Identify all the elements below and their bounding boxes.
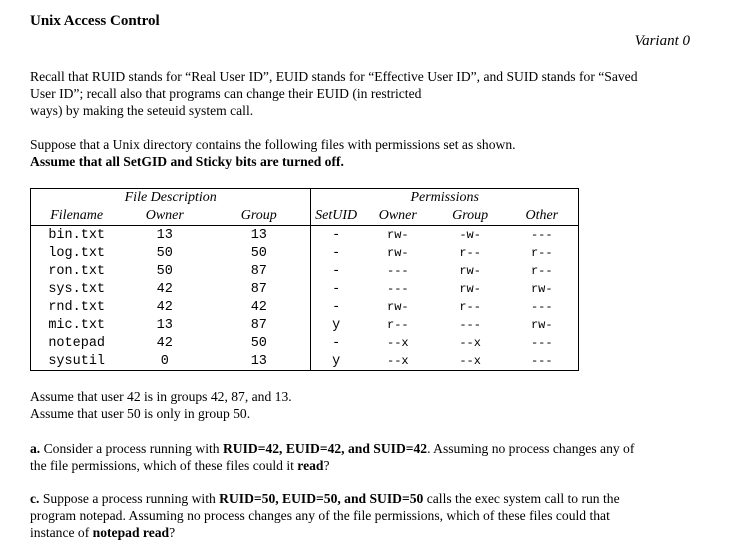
cell-setuid: y bbox=[311, 352, 361, 371]
cell-setuid: - bbox=[332, 227, 341, 243]
question-c-text-2: calls the exec system call to run the bbox=[423, 491, 620, 506]
question-c-text-1: Suppose a process running with bbox=[42, 491, 220, 506]
cell-perm-other: rw- bbox=[506, 280, 579, 298]
intro-line-3: ways) by making the seteuid system call. bbox=[30, 103, 254, 118]
table-row bbox=[31, 226, 579, 245]
question-c-label: c. bbox=[30, 491, 40, 506]
col-header-owner: Owner bbox=[122, 207, 207, 226]
cell-group: 50 bbox=[207, 334, 311, 352]
cell-filename: rnd.txt bbox=[31, 298, 123, 316]
cell-setuid: - bbox=[332, 335, 341, 351]
cell-perm-owner: --x bbox=[387, 336, 409, 350]
question-a-text-3: the file permissions, which of these files could it bbox=[30, 458, 298, 473]
question-c-line-3 bbox=[30, 524, 175, 541]
cell-filename: sysutil bbox=[31, 352, 123, 371]
cell-perm-group: rw- bbox=[459, 264, 481, 278]
cell-perm-other: --- bbox=[506, 298, 579, 316]
cell-perm-owner: --- bbox=[387, 264, 409, 278]
assumption-user-50: Assume that user 50 is only in group 50. bbox=[30, 406, 251, 421]
intro-line-1: Recall that RUID stands for “Real User ID”, EUID stands for “Effective User ID”, and SUID stands for “Saved bbox=[30, 69, 638, 84]
cell-perm-other: r-- bbox=[506, 262, 579, 280]
cell-owner: 13 bbox=[156, 227, 173, 243]
cell-filename: notepad bbox=[31, 334, 123, 352]
cell-perm-owner: rw- bbox=[387, 246, 409, 260]
cell-perm-other: r-- bbox=[506, 244, 579, 262]
page-title: Unix Access Control bbox=[30, 13, 160, 29]
assumption-user-42: Assume that user 42 is in groups 42, 87, and 13. bbox=[30, 389, 292, 404]
cell-perm-group: -w- bbox=[459, 228, 481, 242]
cell-perm-owner: rw- bbox=[387, 300, 409, 314]
col-header-filename: Filename bbox=[31, 207, 123, 226]
question-c-text-4: ? bbox=[169, 525, 176, 540]
cell-owner: 50 bbox=[156, 263, 173, 279]
cell-filename: sys.txt bbox=[31, 280, 123, 298]
question-c-line-1 bbox=[30, 490, 620, 507]
cell-owner: 50 bbox=[156, 245, 173, 261]
cell-perm-owner: --- bbox=[387, 282, 409, 296]
cell-group: 87 bbox=[207, 262, 311, 280]
question-a-text-2: . Assuming no process changes any of bbox=[427, 441, 635, 456]
col-header-perm-other: Other bbox=[506, 207, 579, 226]
cell-perm-group: rw- bbox=[459, 282, 481, 296]
cell-setuid: y bbox=[332, 317, 341, 333]
cell-filename: bin.txt bbox=[31, 226, 123, 245]
question-a-read: read bbox=[297, 458, 324, 473]
cell-perm-other: --- bbox=[506, 334, 579, 352]
file-description-header: File Description bbox=[31, 189, 311, 208]
question-a-line-1 bbox=[30, 440, 634, 457]
table-column-header-row bbox=[31, 207, 579, 226]
cell-setuid: - bbox=[332, 299, 341, 315]
table-row bbox=[31, 298, 579, 316]
table-row bbox=[31, 352, 579, 371]
table-row bbox=[31, 316, 579, 334]
cell-owner: 42 bbox=[156, 299, 173, 315]
cell-perm-owner: --x bbox=[361, 352, 435, 371]
intro-line-2: User ID”; recall also that programs can change their EUID (in restricted bbox=[30, 86, 422, 101]
cell-perm-other: --- bbox=[506, 352, 579, 371]
cell-setuid: - bbox=[332, 263, 341, 279]
permissions-header: Permissions bbox=[311, 189, 579, 208]
col-header-group: Group bbox=[207, 207, 311, 226]
cell-owner: 0 bbox=[122, 352, 207, 371]
cell-filename: mic.txt bbox=[31, 316, 123, 334]
cell-perm-group: --- bbox=[459, 318, 481, 332]
col-header-perm-group: Group bbox=[435, 207, 506, 226]
cell-filename: ron.txt bbox=[31, 262, 123, 280]
cell-filename: log.txt bbox=[31, 244, 123, 262]
question-a-text-1: Consider a process running with bbox=[43, 441, 223, 456]
cell-perm-owner: rw- bbox=[387, 228, 409, 242]
question-c-text-3: instance of bbox=[30, 525, 93, 540]
cell-perm-other: --- bbox=[506, 226, 579, 245]
table-row bbox=[31, 262, 579, 280]
cell-owner: 42 bbox=[156, 281, 173, 297]
cell-perm-group: r-- bbox=[459, 300, 481, 314]
question-c-ids: RUID=50, EUID=50, and SUID=50 bbox=[219, 491, 424, 506]
col-header-setuid: SetUID bbox=[311, 207, 361, 226]
cell-owner: 42 bbox=[156, 335, 173, 351]
cell-perm-group: --x bbox=[459, 336, 481, 350]
cell-group: 42 bbox=[207, 298, 311, 316]
cell-perm-other: rw- bbox=[506, 316, 579, 334]
cell-setuid: - bbox=[332, 245, 341, 261]
cell-perm-group: --x bbox=[435, 352, 506, 371]
question-c-line-2: program notepad. Assuming no process changes any of the file permissions, which of these files could that bbox=[30, 508, 610, 523]
table-group-header-row bbox=[31, 189, 579, 208]
cell-group: 50 bbox=[207, 244, 311, 262]
cell-group: 13 bbox=[207, 226, 311, 245]
cell-group: 87 bbox=[207, 280, 311, 298]
question-a-ids: RUID=42, EUID=42, and SUID=42 bbox=[222, 441, 428, 456]
cell-owner: 13 bbox=[156, 317, 173, 333]
cell-perm-group: r-- bbox=[459, 246, 481, 260]
cell-group: 87 bbox=[207, 316, 311, 334]
question-c-notepad-read: notepad read bbox=[92, 525, 170, 540]
question-a-label: a. bbox=[30, 441, 41, 456]
cell-perm-owner: r-- bbox=[387, 318, 409, 332]
question-a-line-2 bbox=[30, 457, 330, 474]
assume-bits-line: Assume that all SetGID and Sticky bits are turned off. bbox=[30, 154, 344, 169]
cell-group: 13 bbox=[207, 352, 311, 371]
suppose-line: Suppose that a Unix directory contains the following files with permissions set as shown. bbox=[30, 137, 516, 152]
question-a-text-4: ? bbox=[323, 458, 330, 473]
col-header-perm-owner: Owner bbox=[361, 207, 435, 226]
table-row bbox=[31, 280, 579, 298]
variant-label: Variant 0 bbox=[634, 33, 690, 49]
permissions-table bbox=[30, 188, 579, 371]
table-row bbox=[31, 244, 579, 262]
table-row bbox=[31, 334, 579, 352]
cell-setuid: - bbox=[332, 281, 341, 297]
